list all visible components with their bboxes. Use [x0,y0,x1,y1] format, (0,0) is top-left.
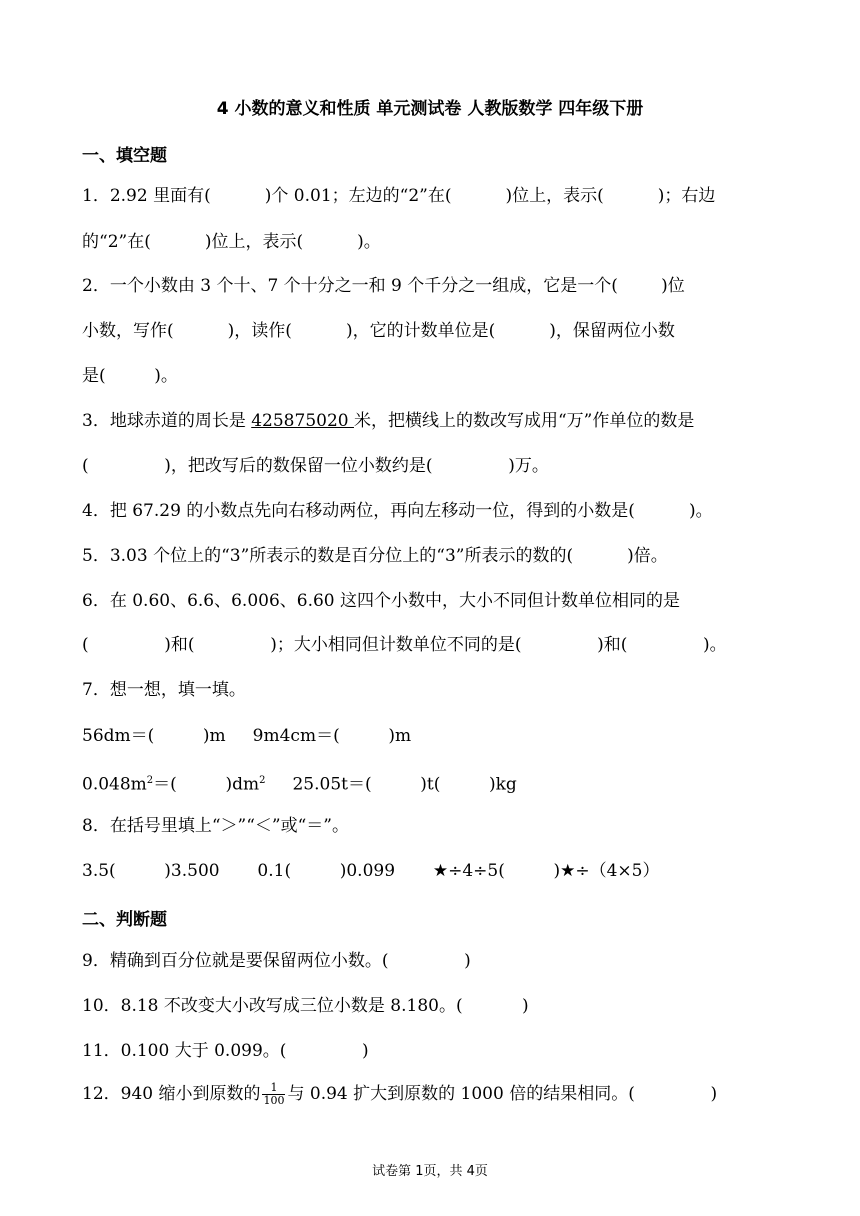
page-footer: 试卷第 1页，共 4页 [372,1164,488,1179]
question-8-line-2: 3.5( )3.500 0.1( )0.099 ★÷4÷5( )★÷（4×5） [82,861,660,881]
question-7-line-3 [82,770,517,796]
question-2-line-2: 小数，写作( )，读作( )，它的计数单位是( )，保留两位小数 [82,321,675,341]
fraction-denominator: 100 [263,1094,285,1107]
question-3-line-1 [82,410,694,432]
question-3-underlined-number: 425875020 [251,411,354,431]
page-title: 4 小数的意义和性质 单元测试卷 人教版数学 四年级下册 [216,99,644,119]
question-7-line-1: 7．想一想，填一填。 [82,680,246,700]
fraction-numerator: 1 [262,1082,285,1095]
question-10: 10．8.18 不改变大小改写成三位小数是 8.180。( ) [82,996,529,1016]
question-9: 9．精确到百分位就是要保留两位小数。( ) [82,951,471,971]
section-heading-fill-in: 一、填空题 [82,146,167,166]
section-heading-true-false: 二、判断题 [82,910,167,930]
question-12 [82,1082,717,1107]
question-1-line-2: 的“2”在( )位上，表示( )。 [82,232,381,252]
question-3-text-a: 3．地球赤道的周长是 [82,411,252,431]
question-1-line-1: 1．2.92 里面有( )个 0.01；左边的“2”在( )位上，表示( )；右边 [82,186,716,206]
question-6-line-2: ( )和( )；大小相同但计数单位不同的是( )和( )。 [82,635,727,655]
question-2-line-3: 是( )。 [82,366,178,386]
question-6-line-1: 6．在 0.60、6.6、6.006、6.60 这四个小数中，大小不同但计数单位相同的是 [82,591,681,611]
q7-superscript-2: 2 [259,775,266,786]
question-5: 5．3.03 个位上的“3”所表示的数是百分位上的“3”所表示的数的( )倍。 [82,546,668,566]
question-3-line-2: ( )，把改写后的数保留一位小数约是( )万。 [82,456,549,476]
question-7-line-2: 56dm＝( )m 9m4cm＝( )m [82,726,412,746]
question-11: 11．0.100 大于 0.099。( ) [82,1041,369,1061]
q12-text-a: 12．940 缩小到原数的 [82,1084,261,1104]
q7-area-value: 0.048m [82,774,147,795]
question-2-line-1: 2．一个小数由 3 个十、7 个十分之一和 9 个千分之一组成，它是一个( )位 [82,276,685,296]
question-4: 4．把 67.29 的小数点先向右移动两位，再向左移动一位，得到的小数是( )。 [82,501,713,521]
question-3-text-b: 米，把横线上的数改写成用“万”作单位的数是 [353,411,695,431]
q12-text-b: 与 0.94 扩大到原数的 1000 倍的结果相同。( ) [287,1084,718,1104]
fraction [262,1082,285,1107]
q7-superscript-1: 2 [146,775,154,786]
question-8-line-1: 8．在括号里填上“＞”“＜”或“＝”。 [82,816,349,836]
q7-area-blank: ＝( )dm [153,774,260,795]
q7-weight-blank: 25.05t＝( )t( )kg [265,774,517,795]
